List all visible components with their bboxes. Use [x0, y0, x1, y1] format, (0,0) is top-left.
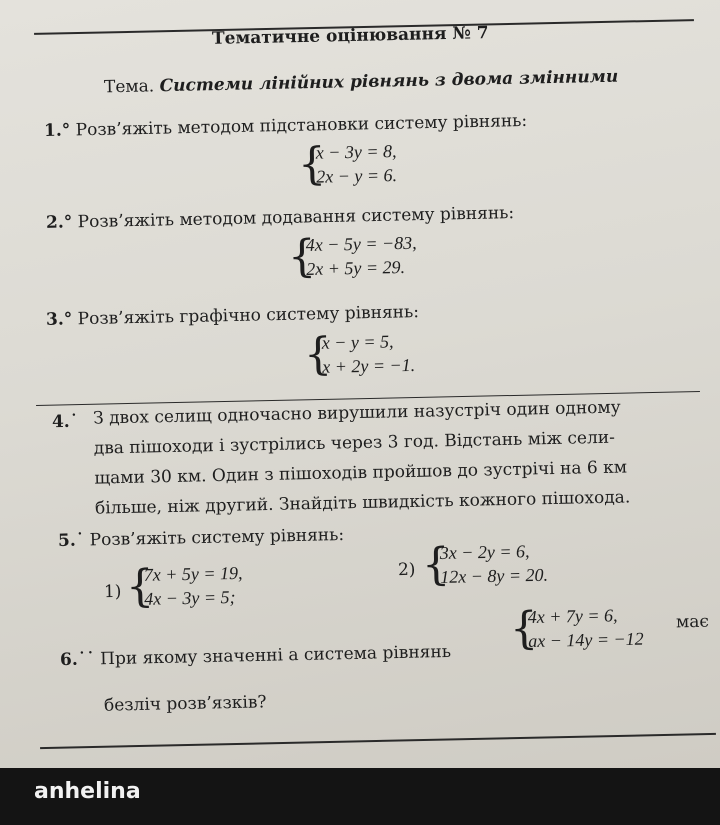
task-1-number: 1.° [43, 120, 71, 142]
task-6-eq-2: ax − 14y = −12 [528, 628, 644, 652]
task-5-sub1-eq-2: 4x − 3y = 5; [144, 586, 236, 609]
topic-label: Тема. [103, 76, 155, 98]
task-4-line-2: два пішоходи і зустрілись через 3 год. Відстань між сели- [93, 427, 616, 459]
task-6-line-2: безліч розв’язків? [103, 692, 267, 716]
task-5-sub1-label: 1) [103, 581, 122, 603]
task-2 [46, 203, 515, 233]
task-4-line-4: більше, ніж другий. Знайдіть швидкість кожного пішохода. [94, 487, 631, 519]
task-1-text: Розв’яжіть методом підстановки систему рівнянь: [75, 110, 528, 141]
task-2-system [287, 230, 418, 283]
task-4-text [93, 392, 631, 523]
task-1-eq-1: x − 3y = 8, [315, 140, 397, 163]
task-1-eq-2: 2x − y = 6. [316, 164, 398, 187]
task-5-sub1-eq-1: 7x + 5y = 19, [143, 562, 243, 585]
task-4-line-1: З двох селищ одночасно вирушили назустріч один одному [92, 397, 621, 429]
task-6-brace: { [509, 602, 539, 655]
task-4-line-3: щами 30 км. Один з пішоходів пройшов до зустрічі на 6 км [94, 457, 628, 489]
page-title: Тематичне оцінювання № 7 [211, 23, 489, 49]
task-1-system [297, 138, 398, 191]
task-3-eq-1: x − y = 5, [321, 331, 394, 353]
task-6-number: 6.˙˙ [59, 649, 95, 671]
task-5-sub2-label: 2) [397, 559, 416, 581]
task-2-eq-1: 4x − 5y = −83, [305, 232, 417, 255]
task-5-sub2-eq-1: 3x − 2y = 6, [439, 541, 530, 563]
task-6-after: має [675, 611, 710, 633]
task-4-number: 4.˙ [51, 411, 79, 433]
task-2-text: Розв’яжіть методом додавання систему рівнянь: [77, 203, 515, 233]
task-6-system [509, 602, 644, 655]
task-3-eq-2: x + 2y = −1. [322, 354, 416, 377]
topic-line [104, 67, 619, 98]
task-1 [44, 111, 528, 141]
task-5-text: Розв’яжіть систему рівнянь: [89, 525, 345, 551]
task-5-sub2-system [421, 538, 549, 591]
task-3-number: 3.° [45, 309, 73, 330]
task-5-sub1-brace: { [125, 560, 155, 613]
task-6-eq-1: 4x + 7y = 6, [527, 605, 618, 628]
task-1-brace: { [297, 138, 327, 191]
task-6 [60, 642, 451, 670]
task-3-system [303, 328, 416, 381]
task-3-brace: { [303, 328, 333, 381]
task-2-brace: { [287, 230, 317, 283]
bottom-rule [40, 733, 716, 749]
task-3-text: Розв’яжіть графічно систему рівнянь: [77, 302, 420, 330]
task-5 [58, 525, 345, 551]
watermark-text: anhelina [34, 779, 141, 804]
topic-name: Системи лінійних рівнянь з двома змінними [159, 66, 619, 97]
task-3 [46, 302, 419, 330]
task-6-text: При якому значенні a система рівнянь [99, 641, 452, 670]
task-2-number: 2.° [45, 212, 73, 233]
task-5-sub1-system [125, 560, 244, 613]
task-2-eq-2: 2x + 5y = 29. [306, 256, 406, 279]
task-5-number: 5.˙ [57, 530, 85, 551]
task-5-sub2-brace: { [421, 538, 451, 591]
task-5-sub2-eq-2: 12x − 8y = 20. [440, 564, 549, 587]
